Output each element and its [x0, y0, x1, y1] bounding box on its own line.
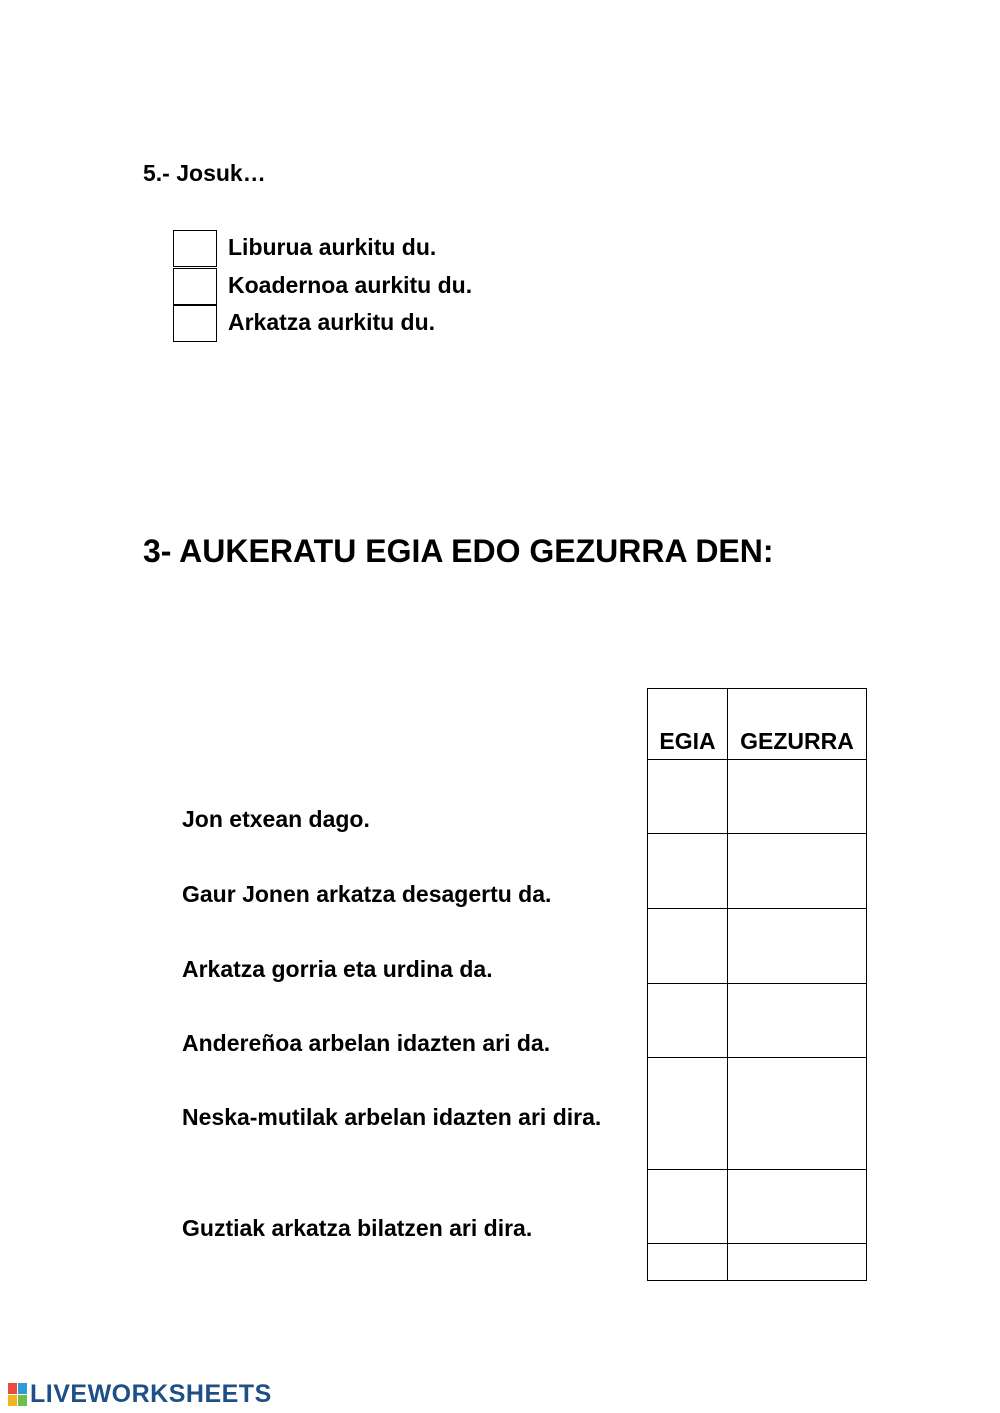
gezurra-cell-2[interactable]: [728, 834, 867, 909]
option-checkbox-arkatza[interactable]: [173, 305, 217, 342]
table-row: [648, 1058, 867, 1170]
gezurra-cell-7[interactable]: [728, 1244, 867, 1281]
statement-4: Andereñoa arbelan idazten ari da.: [182, 1030, 551, 1056]
option-checkbox-liburua[interactable]: [173, 230, 217, 267]
egia-cell-3[interactable]: [648, 909, 728, 984]
liveworksheets-logo-text: LIVEWORKSHEETS: [30, 1380, 272, 1408]
egia-cell-4[interactable]: [648, 984, 728, 1058]
egia-cell-5[interactable]: [648, 1058, 728, 1170]
table-row: [648, 909, 867, 984]
true-false-table: [647, 688, 867, 1281]
section-3-title: 3- AUKERATU EGIA EDO GEZURRA DEN:: [143, 533, 774, 569]
statement-2: Gaur Jonen arkatza desagertu da.: [182, 881, 552, 907]
option-label-liburua: Liburua aurkitu du.: [228, 234, 437, 260]
statement-6: Guztiak arkatza bilatzen ari dira.: [182, 1215, 533, 1241]
option-checkbox-koadernoa[interactable]: [173, 268, 217, 305]
gezurra-cell-4[interactable]: [728, 984, 867, 1058]
egia-header: EGIA: [648, 689, 728, 760]
table-row: [648, 760, 867, 834]
liveworksheets-logo-icon: [8, 1383, 27, 1406]
statement-1: Jon etxean dago.: [182, 806, 370, 832]
egia-cell-1[interactable]: [648, 760, 728, 834]
table-row: [648, 1170, 867, 1244]
gezurra-header: GEZURRA: [728, 689, 867, 760]
statement-5: Neska-mutilak arbelan idazten ari dira.: [182, 1104, 602, 1130]
table-row: [648, 984, 867, 1058]
table-row: [648, 834, 867, 909]
gezurra-cell-5[interactable]: [728, 1058, 867, 1170]
statement-3: Arkatza gorria eta urdina da.: [182, 956, 493, 982]
option-label-koadernoa: Koadernoa aurkitu du.: [228, 272, 473, 298]
egia-cell-2[interactable]: [648, 834, 728, 909]
egia-cell-6[interactable]: [648, 1170, 728, 1244]
gezurra-cell-1[interactable]: [728, 760, 867, 834]
gezurra-cell-3[interactable]: [728, 909, 867, 984]
egia-cell-7[interactable]: [648, 1244, 728, 1281]
liveworksheets-logo[interactable]: [8, 1380, 272, 1409]
table-row: [648, 1244, 867, 1281]
question-5-title: 5.- Josuk…: [143, 160, 266, 186]
option-label-arkatza: Arkatza aurkitu du.: [228, 309, 436, 335]
gezurra-cell-6[interactable]: [728, 1170, 867, 1244]
